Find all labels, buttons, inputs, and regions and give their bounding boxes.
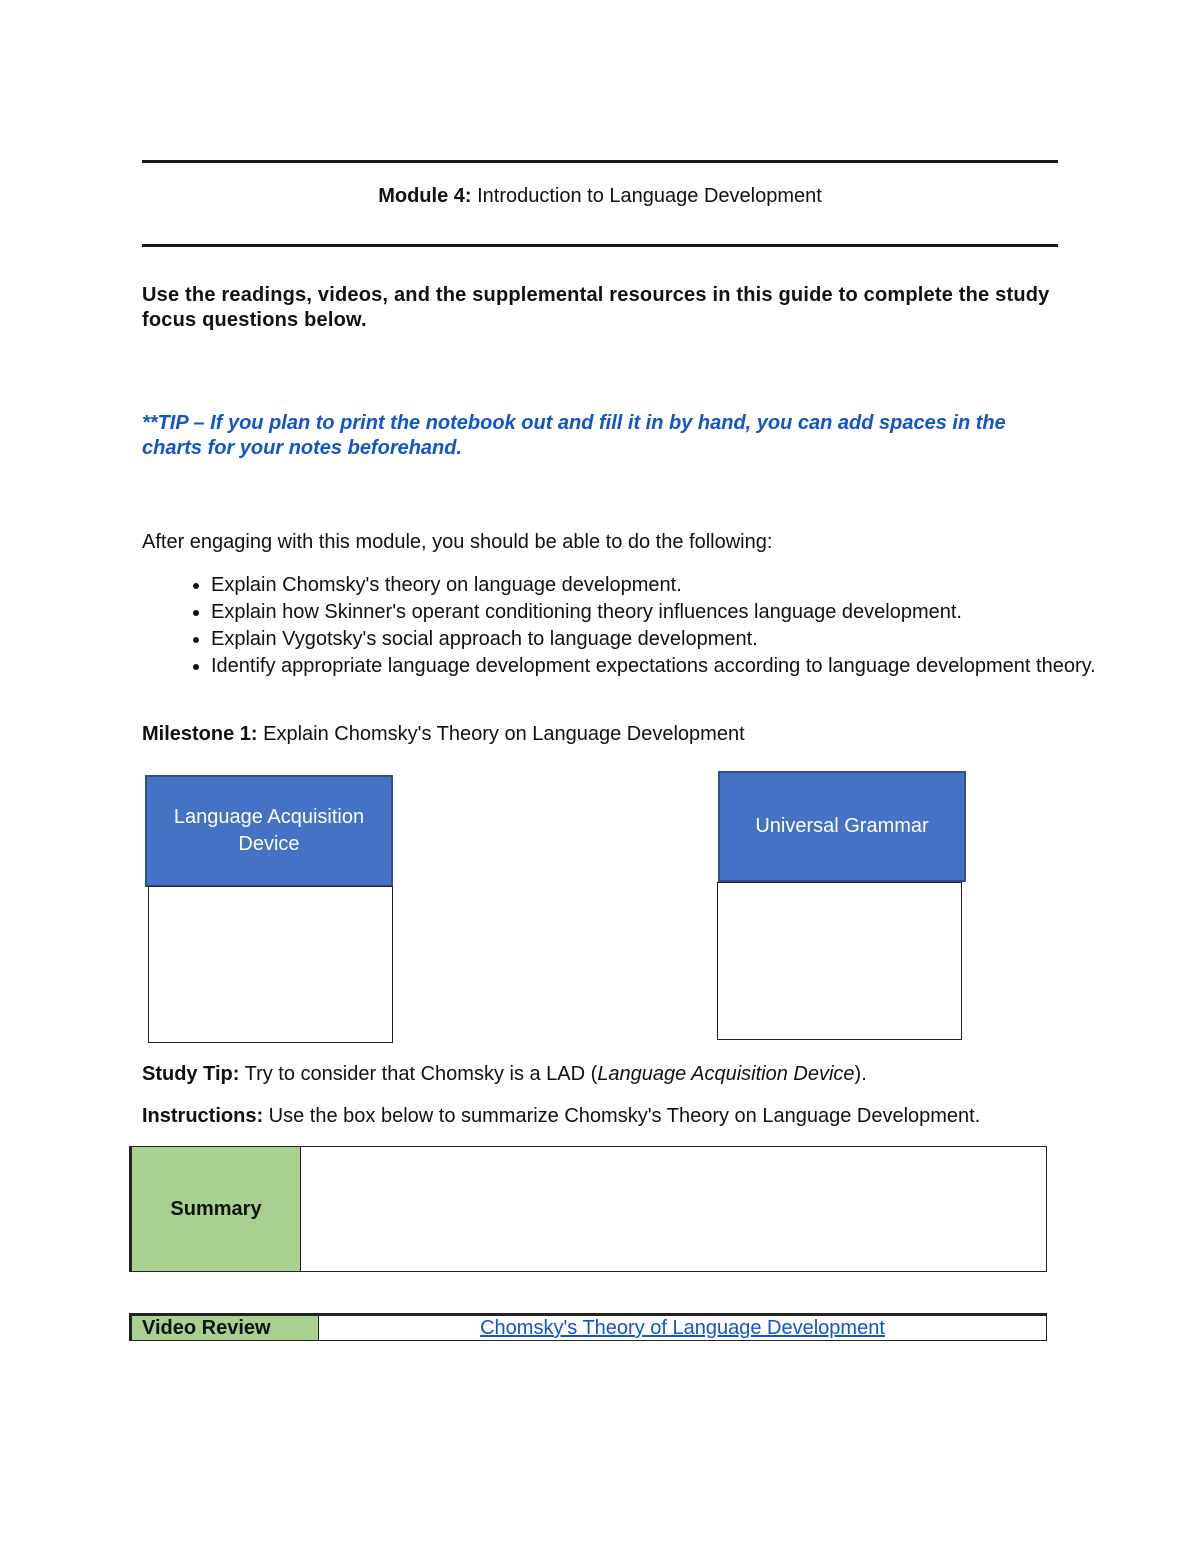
tip-text: **TIP – If you plan to print the notebook out and fill it in by hand, you can add spaces in the charts for your notes beforehand. xyxy=(142,412,1006,459)
video-review-table xyxy=(129,1313,1047,1341)
objective-item: • Explain Chomsky's theory on language development. xyxy=(211,572,1111,599)
objective-item: • Explain how Skinner's operant conditioning theory influences language development. xyxy=(211,599,1111,626)
module-heading xyxy=(142,185,1058,208)
summary-label: Summary xyxy=(170,1197,262,1220)
lad-title-box xyxy=(145,775,393,887)
summary-table xyxy=(129,1146,1047,1272)
top-rule xyxy=(142,160,1058,163)
instructions-text: Use the readings, videos, and the supplemental resources in this guide to complete the study focus questions below. xyxy=(142,284,1050,331)
module-label: Module 4: xyxy=(378,185,472,207)
study-tip-text-before: Try to consider that Chomsky is a LAD ( xyxy=(239,1063,598,1085)
objective-item: • Explain Vygotsky's social approach to language development. xyxy=(211,626,1111,653)
ug-notes-box[interactable] xyxy=(717,882,962,1040)
ug-title: Universal Grammar xyxy=(755,815,929,837)
milestone-text: Explain Chomsky's Theory on Language Development xyxy=(257,723,745,745)
milestone-label: Milestone 1: xyxy=(142,723,258,745)
study-tip-text-italic: Language Acquisition Device xyxy=(597,1063,855,1085)
lad-title: Language Acquisition Device xyxy=(173,806,365,855)
video-link[interactable]: Chomsky's Theory of Language Development xyxy=(480,1317,885,1339)
box-instructions-label: Instructions: xyxy=(142,1105,264,1127)
summary-label-cell xyxy=(130,1147,301,1271)
box-instructions-text: Use the box below to summarize Chomsky's Theory on Language Development. xyxy=(263,1105,981,1127)
objectives-intro: After engaging with this module, you should be able to do the following: xyxy=(142,531,773,553)
bottom-rule xyxy=(142,244,1058,247)
box-instructions xyxy=(142,1105,980,1128)
study-tip-text-after: ). xyxy=(854,1063,867,1085)
milestone-heading xyxy=(142,723,745,746)
lad-notes-box[interactable] xyxy=(148,886,393,1043)
study-tip-label: Study Tip: xyxy=(142,1063,240,1085)
video-link-cell xyxy=(319,1316,1046,1340)
video-review-label: Video Review xyxy=(130,1316,319,1340)
objective-item: • Identify appropriate language development expectations according to language development theory. xyxy=(211,653,1111,680)
ug-title-box xyxy=(718,771,966,882)
module-title: Introduction to Language Development xyxy=(471,185,822,207)
study-tip xyxy=(142,1063,867,1086)
objectives-list xyxy=(142,572,1111,680)
summary-input-cell[interactable] xyxy=(301,1147,1046,1271)
